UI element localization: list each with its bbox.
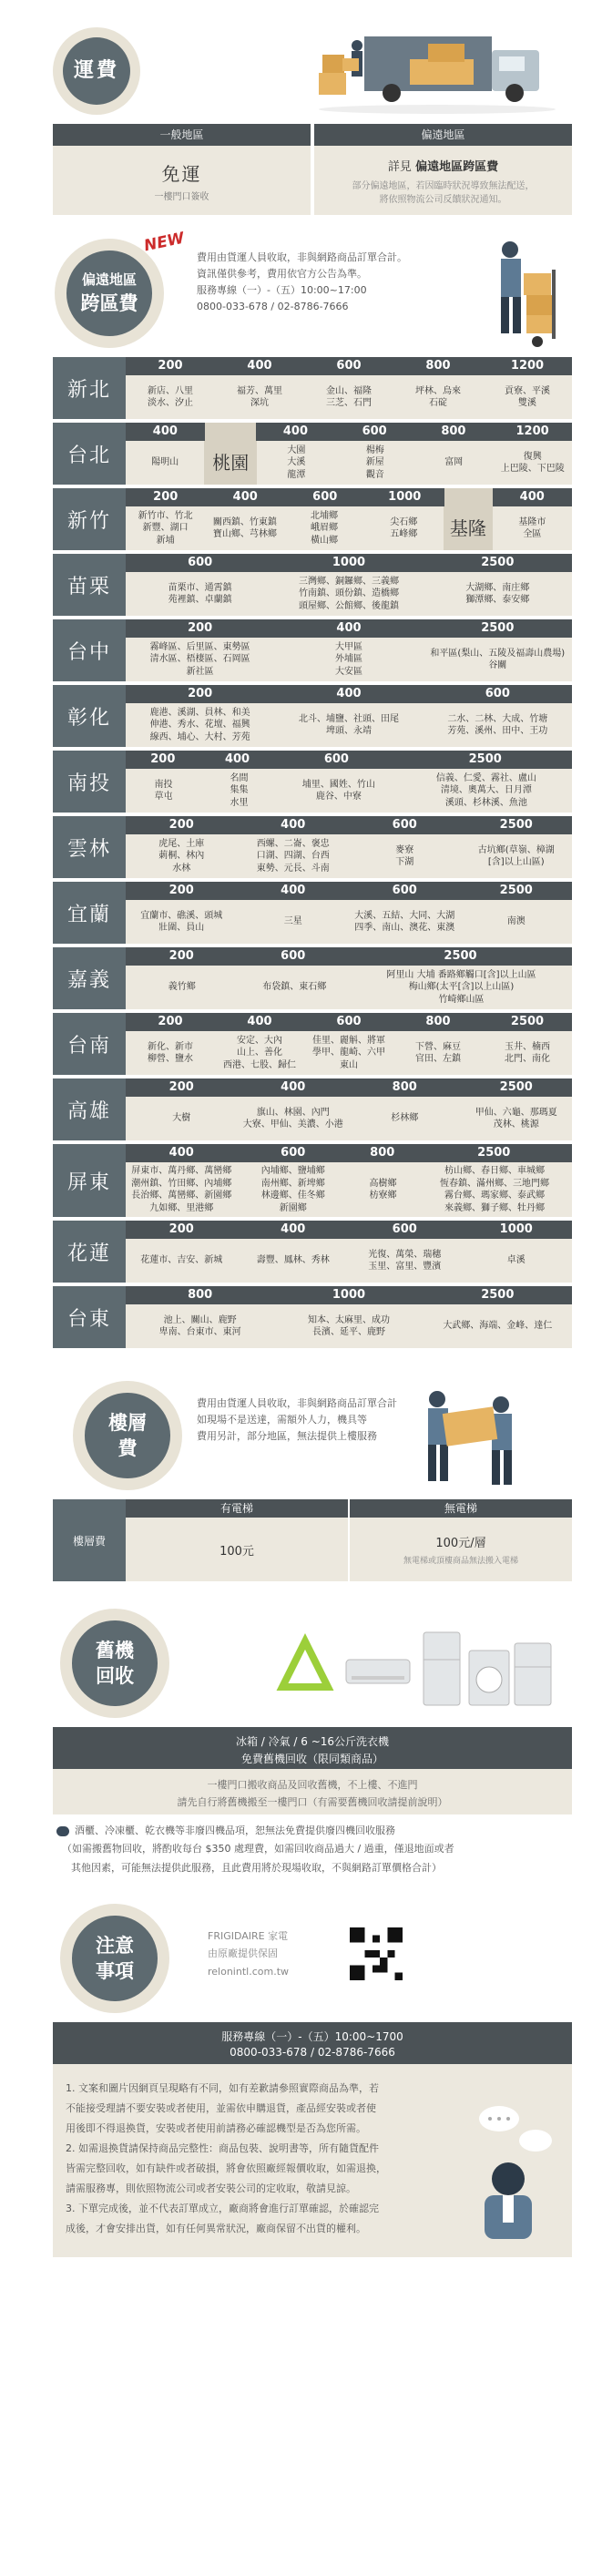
notice-p7: 3. 下單完成後，並不代表訂單成立，廠商將會進行訂單確認，於確認完 [66, 2203, 379, 2214]
floor-desc-2: 如現場不是送達，需額外人力，機具等 [197, 1414, 367, 1426]
notice-p8: 成後，才會安排出貨，如有任何異常狀況，廠商保留不出貨的權利。 [66, 2223, 366, 2234]
fee-header: 400 [281, 884, 306, 897]
brand-info [208, 1927, 289, 1980]
service-line-2: 0800-033-678 / 02-8786-7666 [230, 2046, 395, 2059]
district-list: 三星 [283, 916, 302, 927]
district-list: 關西鎮、竹東鎮 寶山鄉、芎林鄉 [212, 516, 277, 539]
recycle-sub-1: 一樓門口搬收商品及回收舊機，不上樓、不進門 [207, 1779, 418, 1791]
delivery-worker-illustration [474, 237, 565, 351]
district-list: 杉林鄉 [391, 1113, 419, 1124]
floor-label: 樓層費 [53, 1499, 126, 1581]
region-name: 台北 [53, 423, 126, 485]
col-no-elevator: 無電梯 [348, 1499, 572, 1518]
district-list: 新店、八里 淡水、汐止 [148, 385, 193, 408]
col-remote-label: 偏遠地區 [314, 124, 572, 146]
fee-header: 400 [282, 424, 309, 438]
subregion-name: 基隆 [444, 506, 493, 550]
district-list: 大武鄉、海端、金峰、達仁 [443, 1321, 553, 1332]
fee-header: 1000 [332, 1288, 366, 1302]
fee-header: 2500 [499, 1080, 533, 1094]
region-name: 台東 [53, 1286, 126, 1348]
region-name: 高雄 [53, 1078, 126, 1140]
remote-title-1: 偏遠地區 [81, 271, 137, 289]
recycle-sub [53, 1769, 572, 1814]
fee-header: 2500 [481, 556, 515, 569]
recycle-title-1: 舊機 [96, 1639, 134, 1661]
district-list: 南投 草屯 [154, 779, 173, 802]
region-name: 台南 [53, 1013, 126, 1075]
fee-header: 200 [168, 949, 194, 963]
fee-header: 600 [336, 359, 362, 373]
fee-header: 200 [168, 1080, 194, 1094]
region-row [53, 619, 572, 681]
region-name: 新竹 [53, 488, 126, 550]
district-list: 基隆市 全區 [518, 516, 546, 539]
remote-note-2: 將依照物流公司反饋狀況通知。 [379, 194, 507, 205]
recycle-note-1: 酒櫃、冷凍櫃、乾衣機等非廢四機品項，恕無法免費提供廢四機回收服務 [75, 1825, 395, 1836]
fee-header: 600 [281, 1146, 306, 1160]
fee-header: 400 [247, 359, 272, 373]
floor-desc [197, 1395, 397, 1445]
remote-note-1: 部分偏遠地區，若因臨時狀況導致無法配送， [352, 180, 535, 191]
district-list: 埔里、國姓、竹山 鹿谷、中寮 [301, 779, 375, 802]
fee-header: 400 [168, 1146, 194, 1160]
shipping-title: 運費 [63, 37, 131, 106]
fee-header: 2500 [510, 1015, 545, 1028]
shipping-body [0, 146, 592, 220]
fee-header: 200 [150, 752, 176, 766]
region-name: 台中 [53, 619, 126, 681]
fee-header: 400 [232, 490, 258, 504]
fee-header: 2500 [477, 1146, 511, 1160]
recycle-section [0, 1600, 592, 1882]
region-row [53, 1078, 572, 1140]
brand-line-2: 由原廠提供保固 [208, 1947, 278, 1960]
brand-line-1: FRIGIDAIRE 家電 [208, 1930, 289, 1942]
region-row [53, 685, 572, 747]
region-row [53, 423, 572, 485]
remote-cell [314, 146, 572, 215]
notice-p6: 請需服務專，則依照物流公司或者安裝公司的定收取，敬請見諒。 [66, 2182, 356, 2194]
notice-p1: 1. 文案和圖片因網頁呈現略有不同，如有差歉請參照實際商品為準，若 [66, 2082, 379, 2094]
district-list: 虎尾、土庫 莿桐、林內 水林 [158, 838, 205, 874]
district-list: 三灣鄉、銅鑼鄉、三義鄉 竹南鎮、頭份鎮、造橋鄉 頭屋鄉、公館鄉、後龍鎮 [298, 576, 399, 611]
remote-desc-1: 費用由貨運人員收取，非與網路商品訂單合計。 [197, 251, 407, 263]
district-list: 尖石鄉 五峰鄉 [390, 516, 418, 539]
region-name: 花蓮 [53, 1221, 126, 1283]
fee-header [205, 423, 256, 441]
floor-title-2: 費 [117, 1437, 138, 1459]
region-row [53, 1221, 572, 1283]
fee-header: 400 [152, 424, 178, 438]
notice-title-2: 事項 [96, 1960, 134, 1982]
fee-header: 200 [158, 359, 183, 373]
recycle-sub-2: 請先自行將舊機搬至一樓門口（有需要舊機回收請提前說明） [177, 1796, 448, 1808]
col-elevator: 有電梯 [126, 1499, 348, 1518]
fee-header: 200 [168, 884, 194, 897]
elevator-price: 100元 [126, 1518, 348, 1581]
floor-desc-1: 費用由貨運人員收取，非與網路商品訂單合計 [197, 1397, 397, 1409]
notice-p2: 不能接受理請不要安裝或者使用，並需依申購退貨，產品經安裝或者使 [66, 2102, 376, 2114]
fee-header: 200 [168, 818, 194, 832]
fee-header: 1000 [332, 556, 366, 569]
qr-code-icon[interactable] [350, 1927, 403, 1980]
region-table [53, 357, 572, 1348]
fee-header: 600 [485, 687, 510, 700]
district-list: 復興 上巴陵、下巴陵 [500, 451, 565, 474]
district-list: 宜蘭市、礁溪、頭城 壯圍、員山 [140, 910, 223, 933]
district-list: 花蓮市、吉安、新城 [140, 1255, 223, 1266]
district-list: 南澳 [506, 916, 526, 927]
recycle-note-3: 其他因素，可能無法提供此服務，且此費用將於現場收取，不與網路訂單價格合計） [71, 1861, 442, 1874]
district-list: 安定、大內 山上、善化 西港、七股、歸仁 [223, 1035, 296, 1070]
district-list: 大甲區 外埔區 大安區 [334, 641, 362, 677]
fee-header: 2500 [481, 1288, 515, 1302]
district-list: 大樹 [172, 1113, 191, 1124]
district-list: 佳里、麗斛、將軍 學甲、龍崎、六甲 東山 [312, 1035, 385, 1070]
district-list: 鹿港、溪湖、員林、和美 伸港、秀水、花壇、福興 線西、埔心、大村、芳苑 [149, 707, 250, 742]
district-list: 楊梅 新屋 觀音 [365, 445, 384, 480]
remote-desc-3: 服務專線（一）-（五）10:00~17:00 [197, 284, 367, 297]
notice-p5: 皆需完整回收，如有缺件或者破損，將會依照廠經報價收取，如需退換， [66, 2162, 386, 2174]
recycle-title-2: 回收 [96, 1665, 134, 1687]
fee-header: 400 [336, 687, 362, 700]
district-list: 二水、二林、大成、竹塘 芳苑、溪州、田中、王功 [447, 713, 548, 736]
region-row [53, 816, 572, 878]
district-list: 北埔鄉 峨眉鄉 橫山鄉 [311, 510, 339, 546]
remote-section-header [0, 220, 592, 357]
delivery-truck-illustration [301, 18, 565, 118]
fee-header: 600 [392, 818, 417, 832]
region-row [53, 554, 572, 616]
fee-header: 400 [281, 1222, 306, 1236]
district-list: 內埔鄉、鹽埔鄉 南州鄉、新埤鄉 林邊鄉、佳冬鄉 新園鄉 [260, 1166, 325, 1213]
fee-header: 600 [392, 1222, 417, 1236]
fee-header: 200 [153, 490, 179, 504]
fee-header: 200 [168, 1222, 194, 1236]
fee-header: 1200 [515, 424, 549, 438]
district-list: 新化、新市 柳營、鹽水 [148, 1041, 193, 1064]
general-cell [53, 146, 311, 215]
recycle-bar-2: 免費舊機回收（限同類商品） [240, 1753, 383, 1765]
floor-title-1: 樓層 [108, 1411, 147, 1434]
free-shipping-text: 免運 [161, 162, 202, 185]
fee-header: 1000 [499, 1222, 533, 1236]
district-list: 旗山、林園、內門 大寮、甲仙、美濃、小港 [242, 1107, 343, 1130]
subregion-name: 桃園 [204, 441, 257, 485]
district-list: 名間 集集 水里 [230, 772, 249, 808]
notice-title-1: 注意 [96, 1934, 134, 1957]
fee-header: 600 [312, 490, 338, 504]
floor-table [53, 1499, 572, 1581]
notice-badge [60, 1904, 169, 2013]
fee-header: 400 [247, 1015, 272, 1028]
fee-header: 200 [188, 621, 213, 635]
fee-header: 600 [323, 752, 349, 766]
fee-header: 800 [425, 359, 451, 373]
fee-header: 200 [188, 687, 213, 700]
district-list: 池上、關山、鹿野 卑南、台東市、東河 [158, 1314, 241, 1337]
region-name: 屏東 [53, 1144, 126, 1217]
fee-header: 1000 [388, 490, 422, 504]
fee-header: 400 [281, 818, 306, 832]
fee-header: 600 [336, 1015, 362, 1028]
district-list: 大溪、五結、大同、大湖 四季、南山、澳花、東澳 [354, 910, 455, 933]
district-list: 壽豐、鳳林、秀林 [256, 1255, 330, 1266]
district-list: 西螺、二崙、褒忠 口湖、四湖、台西 東勢、元長、斗南 [256, 838, 330, 874]
district-list: 知本、太麻里、成功 長濱、延平、鹿野 [307, 1314, 390, 1337]
region-name: 嘉義 [53, 947, 126, 1009]
remote-see-prefix: 詳見 [387, 159, 412, 174]
region-row [53, 882, 572, 944]
fee-header: 600 [362, 424, 387, 438]
district-list: 霧峰區、后里區、東勢區 清水區、梧棲區、石岡區 新社區 [149, 641, 250, 677]
fee-header: 2500 [444, 949, 477, 963]
service-line-1: 服務專線（一）-（五）10:00~1700 [221, 2030, 403, 2043]
district-list: 貢寮、平溪 雙溪 [505, 385, 550, 408]
remote-desc-2: 資訊僅供參考，費用依官方公告為準。 [197, 268, 367, 281]
fee-header: 400 [281, 1080, 306, 1094]
district-list: 古坑鄉(草嶺、樟湖 [含]以上山區) [477, 844, 555, 867]
fee-header: 2500 [468, 752, 502, 766]
no-elevator-price: 100元/層 [435, 1537, 486, 1550]
region-name: 彰化 [53, 685, 126, 747]
customer-service-agent-illustration [454, 2101, 563, 2246]
fee-header: 2500 [499, 884, 533, 897]
recycle-bar-1: 冰箱 / 冷氣 / 6 ~16公斤洗衣機 [235, 1735, 390, 1748]
district-list: 北斗、埔鹽、社頭、田尾 埤頭、永靖 [298, 713, 399, 736]
floor-section [0, 1372, 592, 1600]
region-row [53, 1286, 572, 1348]
fee-header: 2500 [499, 818, 533, 832]
district-list: 阿里山 大埔 番路鄉觸口[含]以上山區 梅山鄉(太平[含]以上山區) 竹崎鄉山區 [386, 969, 536, 1005]
fee-header: 200 [158, 1015, 183, 1028]
district-list: 大園 大溪 龍潭 [287, 445, 306, 480]
recycle-appliances-illustration [264, 1623, 556, 1714]
district-list: 金山、福隆 三芝、石門 [326, 385, 372, 408]
district-list: 和平區(梨山、五陵及福壽山農場) 谷關 [430, 648, 566, 670]
col-general-label: 一般地區 [53, 124, 311, 146]
district-list: 富岡 [444, 457, 464, 468]
district-list: 陽明山 [151, 457, 179, 468]
fee-header: 800 [425, 1015, 451, 1028]
service-bar [53, 2022, 572, 2064]
remote-desc-4: 0800-033-678 / 02-8786-7666 [197, 301, 349, 313]
region-name: 雲林 [53, 816, 126, 878]
district-list: 大湖鄉、南庄鄉 獅潭鄉、泰安鄉 [465, 582, 530, 605]
district-list: 玉井、楠西 北門、南化 [505, 1041, 550, 1064]
fee-header: 400 [336, 621, 362, 635]
district-list: 義竹鄉 [168, 982, 196, 993]
shipping-badge [53, 27, 140, 115]
fee-header: 800 [370, 1146, 395, 1160]
new-badge: NEW [142, 229, 187, 256]
recycle-note-2: （如需搬舊物回收，將酌收每台 $350 處理費，如需回收商品過大 / 過重，僅退地面或者 [62, 1843, 454, 1855]
fee-header: 800 [392, 1080, 417, 1094]
recycle-badge [60, 1609, 169, 1718]
fee-header: 600 [392, 884, 417, 897]
region-row [53, 357, 572, 419]
district-list: 甲仙、六龜、那瑪夏 茂林、桃源 [475, 1107, 557, 1130]
brand-url[interactable]: relonintl.com.tw [208, 1965, 289, 1978]
movers-illustration [410, 1385, 528, 1494]
region-row [53, 947, 572, 1009]
district-list: 麥寮 下湖 [395, 844, 414, 867]
region-row [53, 1144, 572, 1217]
fee-header: 400 [519, 490, 545, 504]
district-list: 光復、萬榮、瑞穗 玉里、富里、豐濱 [368, 1249, 442, 1272]
region-row [53, 751, 572, 813]
notice-body [53, 2064, 572, 2257]
region-name: 新北 [53, 357, 126, 419]
no-elevator-note: 無電梯或頂樓商品無法搬入電梯 [403, 1557, 518, 1566]
floor-desc-3: 費用另計，部分地區，無法提供上樓服務 [197, 1430, 377, 1443]
region-row [53, 488, 572, 550]
notice-section [0, 1895, 592, 2268]
district-list: 坪林、烏來 石碇 [415, 385, 461, 408]
district-list: 新竹市、竹北 新豐、湖口 新埔 [138, 510, 193, 546]
region-name: 南投 [53, 751, 126, 813]
district-list: 布袋鎮、東石鄉 [262, 982, 327, 993]
fee-header: 800 [441, 424, 466, 438]
remote-desc [197, 250, 407, 316]
district-list: 下營、麻豆 官田、左鎮 [415, 1041, 461, 1064]
remote-see-link[interactable]: 偏遠地區跨區費 [415, 159, 499, 174]
district-list: 福芳、萬里 深坑 [237, 385, 282, 408]
district-list: 屏東市、萬丹鄉、萬巒鄉 潮州鎮、竹田鄉、內埔鄉 長治鄉、萬巒鄉、新園鄉 九如鄉、里港鄉 [131, 1166, 232, 1213]
free-shipping-note: 一樓門口簽收 [154, 191, 209, 202]
fee-header: 1200 [510, 359, 545, 373]
region-name: 苗栗 [53, 554, 126, 616]
region-name: 宜蘭 [53, 882, 126, 944]
district-list: 枋山鄉、春日鄉、車城鄉 恆春鎮、滿州鄉、三地門鄉 霧台鄉、瑪家鄉、泰武鄉 來義鄉、獅子鄉、牡丹鄉 [440, 1166, 550, 1213]
shipping-header-row [53, 124, 572, 146]
recycle-bar [53, 1727, 572, 1769]
fee-header: 600 [281, 949, 306, 963]
district-list: 苗栗市、通霄鎮 苑裡鎮、卓蘭鎮 [168, 582, 232, 605]
fee-header: 800 [188, 1288, 213, 1302]
fee-header: 600 [188, 556, 213, 569]
chat-icon [56, 1826, 69, 1836]
fee-header: 400 [224, 752, 250, 766]
notice-p3: 用後即不得退換貨，安裝或者使用前請務必確認機型是否為您所需。 [66, 2122, 366, 2134]
remote-title-2: 跨區費 [80, 291, 138, 314]
fee-header [444, 488, 493, 506]
floor-badge [73, 1381, 182, 1490]
region-row [53, 1013, 572, 1075]
fee-header: 2500 [481, 621, 515, 635]
recycle-notes [56, 1822, 572, 1877]
district-list: 卓溪 [506, 1255, 526, 1266]
district-list: 高樹鄉 枋寮鄉 [369, 1178, 397, 1201]
district-list: 信義、仁愛、霧社、盧山 清境、奧萬大、日月潭 溪頭、杉林溪、魚池 [435, 772, 536, 808]
notice-p4: 2. 如需退換貨請保持商品完整性：商品包裝、說明書等，所有隨貨配件 [66, 2142, 379, 2154]
